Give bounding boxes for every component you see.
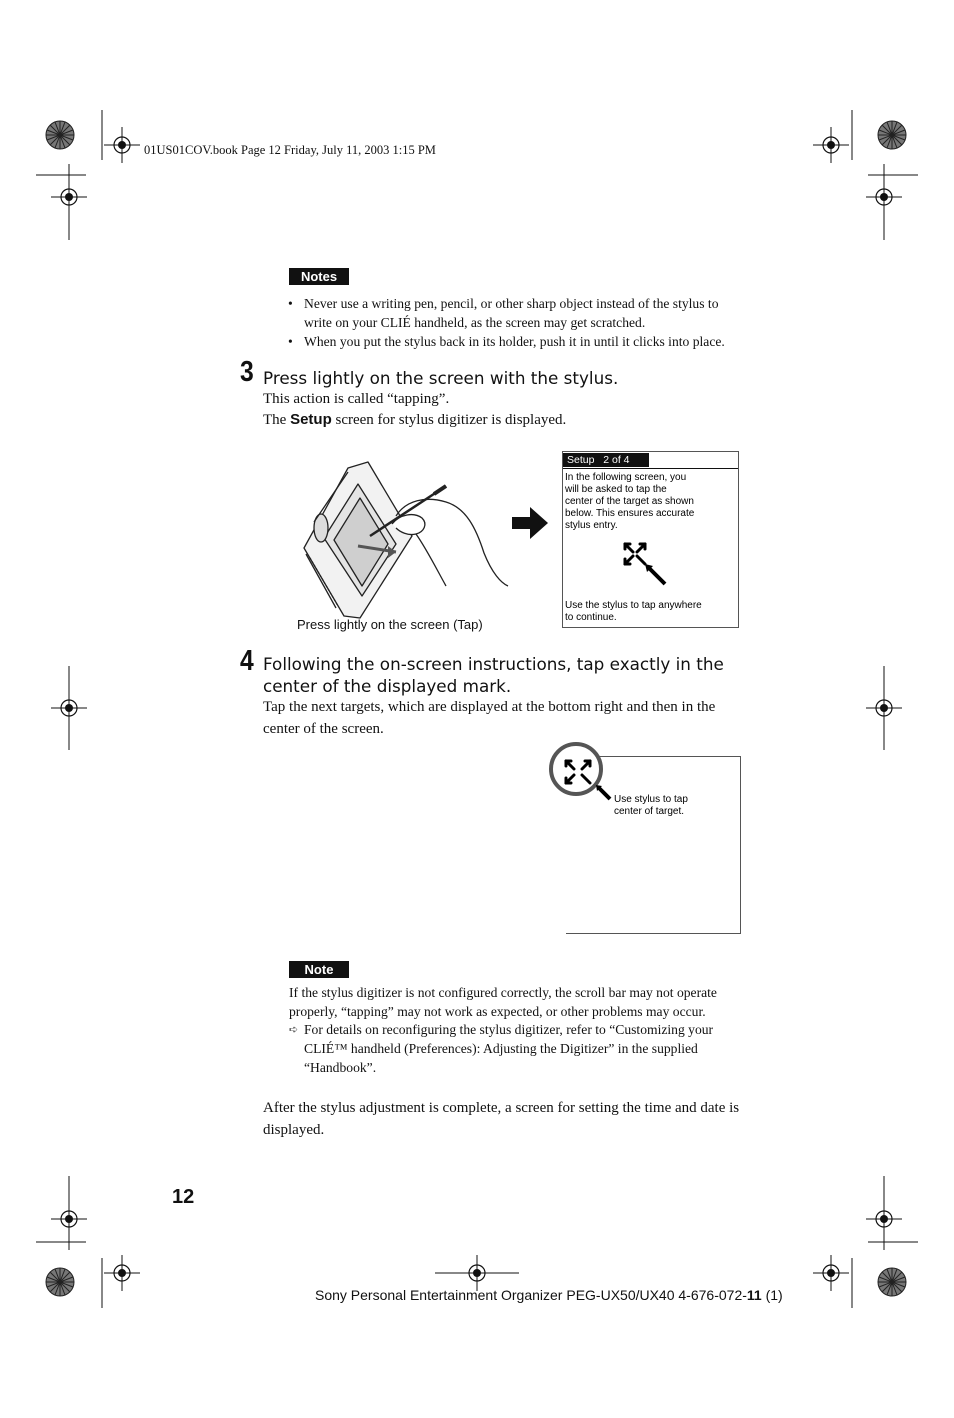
illustration-caption: Press lightly on the screen (Tap) (297, 617, 483, 632)
step-title: Press lightly on the screen with the stylus. (263, 368, 619, 388)
step-title: Following the on-screen instructions, tap exactly in the (263, 654, 724, 674)
notes-item: • Never use a writing pen, pencil, or other sharp object instead of the stylus to write on your CLIÉ handheld, as the screen may get scratched. (287, 294, 747, 332)
setup-screen-name: Setup (290, 411, 332, 428)
setup-screen-instructions: In the following screen, you will be asked to tap the center of the target as shown below. This ensures accurate stylus entry. (565, 472, 695, 531)
step-number: 4 (240, 645, 254, 677)
arrow-right-icon (512, 507, 548, 539)
step-description: Tap the next targets, which are displayed at the bottom right and then in the center of the screen. (263, 699, 716, 737)
closing-paragraph: After the stylus adjustment is complete, a screen for setting the time and date is displayed. (263, 1100, 740, 1138)
step-description: The Setup screen for stylus digitizer is displayed. (263, 411, 567, 428)
device-tap-illustration (296, 458, 516, 628)
reference-text: For details on reconfiguring the stylus digitizer, refer to “Customizing your CLIÉ™ handheld (Preferences): Adjusting the Digitizer” in the supplied “Handbook”. (304, 1022, 714, 1075)
target-icon[interactable] (619, 538, 679, 598)
step-number: 3 (240, 356, 254, 388)
note-label: Note (289, 961, 349, 978)
note-reference (289, 1020, 745, 1077)
reference-arrow-icon: ➪ (289, 1023, 299, 1036)
setup-screen-footer: Use the stylus to tap anywhere to continue. (565, 600, 702, 623)
setup-screen (562, 451, 739, 628)
target-icon[interactable] (560, 755, 620, 825)
notes-item: • When you put the stylus back in its holder, push it in until it clicks into place. (287, 332, 747, 351)
notes-list (287, 294, 747, 351)
notes-label: Notes (289, 268, 349, 285)
note-text: If the stylus digitizer is not configured correctly, the scroll bar may not operate properly, “tapping” may not work as expected, or other problems may occur. (289, 985, 717, 1019)
target-screen-instruction: Use stylus to tap center of target. (614, 794, 688, 817)
footer-text: Sony Personal Entertainment Organizer PEG-UX50/UX40 4-676-072-11 (1) (315, 1287, 783, 1303)
step-title: center of the displayed mark. (263, 676, 512, 696)
book-header-info: 01US01COV.book Page 12 Friday, July 11, 2003 1:15 PM (144, 143, 436, 157)
step-description: This action is called “tapping”. (263, 391, 450, 407)
setup-screen-title: Setup 2 of 4 (563, 453, 649, 467)
page-number: 12 (172, 1186, 195, 1208)
